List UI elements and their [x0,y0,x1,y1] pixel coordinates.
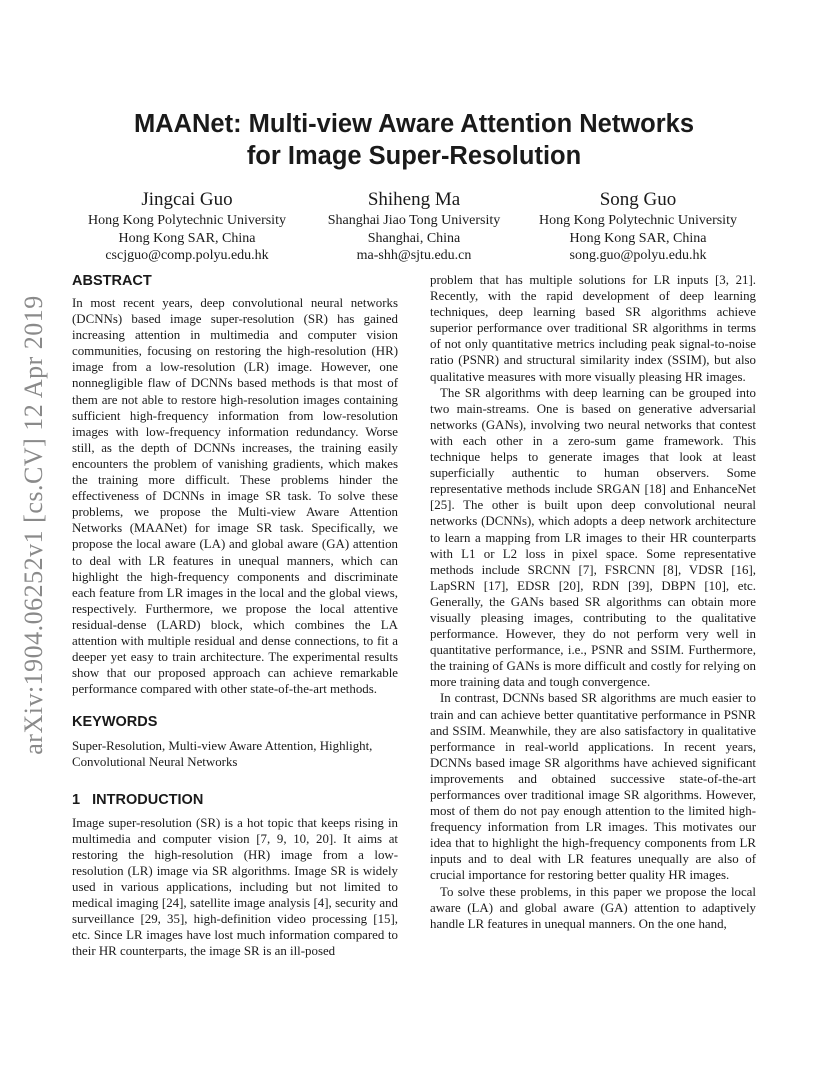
author-3 [523,188,753,265]
intro-paragraph-1-continued: problem that has multiple solutions for LR inputs [3, 21]. Recently, with the rapid development of deep learning techniques, deep learning based SR algorithms achieve superior performance over traditional SR algorithms in terms of not only quantitative metrics including peak signal-to-noise ratio (PSNR) and structural similarity index (SSIM), but also qualitative measures with more visually pleasing HR images. [430,273,756,384]
paper-title [72,108,756,172]
title-line-2: for Image Super-Resolution [246,142,582,170]
introduction-heading: 1 INTRODUCTION [72,791,204,808]
abstract-heading: ABSTRACT [72,273,152,289]
author-name: Jingcai Guo [141,189,233,210]
intro-paragraph-1: Image super-resolution (SR) is a hot topic that keeps rising in multimedia and computer vision [7, 9, 10, 20]. It aims at restoring the high-resolution (HR) image from a low-resolution (LR) image via SR algorithms. Image SR is widely used in various applications, including but not limited to medical imaging [24], satellite image analysis [4], security and surveillance [29, 35], high-definition video processing [15], etc. Since LR images have lost much information compared to their HR counterparts, the image SR is an ill-posed [72,815,398,959]
right-column [430,272,756,932]
author-block [72,188,756,268]
keywords-text: Super-Resolution, Multi-view Aware Attention, Highlight, Convolutional Neural Networks [72,739,373,770]
author-name: Song Guo [599,189,677,210]
author-email: song.guo@polyu.edu.hk [569,248,707,263]
author-affiliation: Hong Kong Polytechnic University [88,213,286,228]
author-email: ma-shh@sjtu.edu.cn [356,248,472,263]
author-location: Hong Kong SAR, China [118,230,256,246]
author-name: Shiheng Ma [367,189,461,210]
author-1 [72,188,302,265]
arxiv-id-text: arXiv:1904.06252v1 [cs.CV] 12 Apr 2019 [19,295,48,755]
keywords-heading: KEYWORDS [72,714,158,731]
intro-paragraph-4: To solve these problems, in this paper we propose the local aware (LA) and global aware (GA) attention to adaptively handle LR features in unequal manners. On the one hand, [430,884,756,931]
author-email: cscjguo@comp.polyu.edu.hk [105,248,269,263]
author-affiliation: Hong Kong Polytechnic University [539,213,737,228]
author-2 [299,188,529,265]
author-location: Shanghai, China [367,230,461,246]
intro-paragraph-3: In contrast, DCNNs based SR algorithms are much easier to train and can achieve better quantitative performance in PSNR and SSIM. Meanwhile, they are also satisfactory in qualitative performance in real-world applications. In recent years, DCNNs based image SR algorithms have achieved significant improvements and obtained successive state-of-the-art performances over traditional image SR algorithms. However, most of them do not pay enough attention to the limited high-frequency information from LR images. This motivates our idea that to highlight the high-frequency components from LR inputs and to deal with LR features unequally are also of crucial importance for restoring better quality HR images. [430,691,756,883]
abstract-text: In most recent years, deep convolutional neural networks (DCNNs) based image super-resolution (SR) has gained increasing attention in multimedia and computer vision communities, focusing on restoring the high-resolution (HR) image from a low-resolution (LR) image. However, one nonnegligible flaw of DCNNs based methods is that most of them are not able to restore high-resolution images containing sufficient high-frequency information from low-resolution images with low-frequency information redundancy. Worse still, as the depth of DCNNs increases, the training easily encounters the problem of vanishing gradients, which makes the training more difficult. These problems hinder the effectiveness of DCNNs in image SR task. To solve these problems, we propose the Multi-view Aware Attention Networks (MAANet) for image SR task. Specifically, we propose the local aware (LA) and global aware (GA) attention to deal with LR features in unequal manners, which can highlight the high-frequency components and discriminate each feature from LR images in the local and the global views, respectively. Furthermore, we propose the local attentive residual-dense (LARD) block, which combines the LA attention with multiple residual and dense connections, to fit a deeper yet easy to train architecture. The experimental results show that our proposed approach can achieve remarkable performance compared with other state-of-the-art methods. [72,296,398,697]
left-column [72,272,398,959]
author-affiliation: Shanghai Jiao Tong University [327,213,501,228]
intro-paragraph-2: The SR algorithms with deep learning can be grouped into two main-streams. One is based on generative adversarial networks (GANs), involving two neural networks that contest with each other in a zero-sum game framework. This technique helps to generate images that look at least superficially authentic to human observers. Some representative methods include SRGAN [18] and EnhanceNet [25]. The other is built upon deep convolutional neural networks (DCNNs), which adopts a deep network architecture to learn a mapping from LR images to their HR counterparts with L1 or L2 loss in pixel space. Some representative methods include SRCNN [7], FSRCNN [8], VDSR [16], LapSRN [17], EDSR [20], RDN [39], DBPN [10], etc. Generally, the GANs based SR algorithms can obtain more visually pleasing images, contributing to the qualitative performance. However, they do not perform very well in quantitative performance, i.e., PSNR and SSIM. Furthermore, the training of GANs is more difficult and costly for relying on more training data and tough convergence. [430,385,756,690]
author-location: Hong Kong SAR, China [569,230,707,246]
title-line-1: MAANet: Multi-view Aware Attention Networks [133,110,695,138]
arxiv-identifier-stamp [16,290,52,760]
